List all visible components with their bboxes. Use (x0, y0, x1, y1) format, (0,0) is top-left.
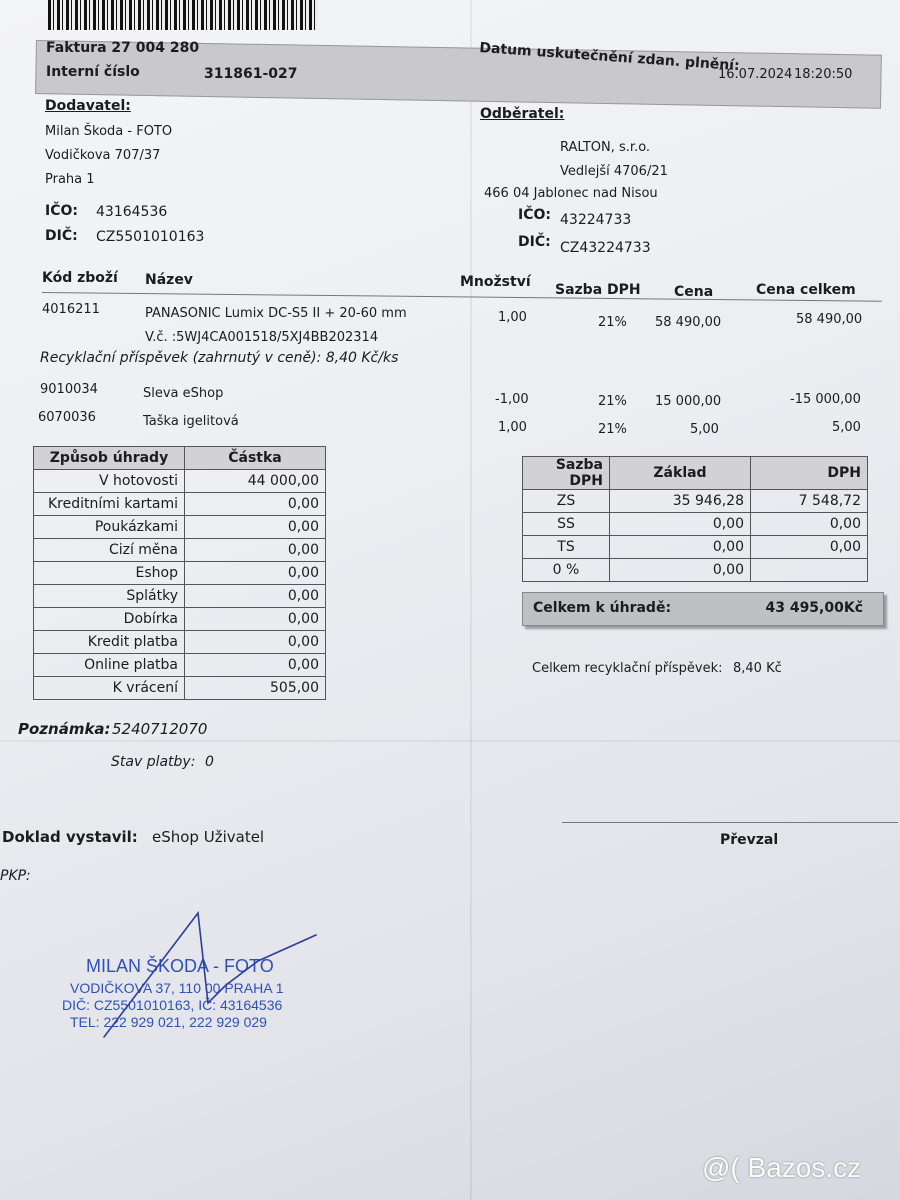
supplier-ico-label: IČO: (45, 203, 78, 219)
handwritten-signature (90, 905, 330, 1045)
signature-line (562, 822, 898, 823)
taxable-time-value: 18:20:50 (794, 67, 853, 82)
item-name: PANASONIC Lumix DC-S5 II + 20-60 mm (145, 306, 407, 321)
item-qty: 1,00 (498, 310, 527, 325)
supplier-ico: 43164536 (96, 204, 168, 220)
internal-number-label: Interní číslo (46, 64, 140, 80)
internal-number-value: 311861-027 (204, 66, 298, 82)
note-value: 5240712070 (112, 720, 208, 738)
col-total: Cena celkem (756, 282, 856, 298)
vat-table (522, 456, 868, 582)
paper-fold-horizontal (0, 740, 900, 742)
item-total: 5,00 (832, 420, 861, 435)
taxable-date-value: 16.07.2024 (718, 67, 793, 82)
recycling-total-value: 8,40 Kč (733, 661, 782, 676)
supplier-heading: Dodavatel: (45, 98, 131, 114)
note-label: Poznámka: (18, 720, 111, 738)
col-name: Název (145, 272, 193, 288)
stamp-line-1: MILAN ŠKODA - FOTO (86, 956, 274, 976)
customer-ico: 43224733 (560, 212, 632, 228)
supplier-street: Vodičkova 707/37 (45, 148, 161, 163)
total-label: Celkem k úhradě: (533, 600, 672, 616)
customer-dic-label: DIČ: (518, 234, 551, 250)
payment-table (33, 446, 326, 700)
item-serial: V.č. :5WJ4CA001518/5XJ4BB202314 (145, 330, 379, 345)
issued-by-value: eShop Uživatel (152, 828, 265, 846)
payment-row: V hotovosti 44 000,00 (34, 470, 326, 493)
payment-row: Kredit platba 0,00 (34, 631, 326, 654)
stamp-line-2: VODIČKOVA 37, 110 00 PRAHA 1 (70, 980, 284, 996)
recycling-note: Recyklační příspěvek (zahrnutý v ceně): 8,40 Kč/ks (40, 350, 399, 366)
customer-name: RALTON, s.r.o. (560, 140, 651, 155)
supplier-city: Praha 1 (45, 172, 95, 187)
item-code: 4016211 (42, 302, 100, 317)
customer-street: Vedlejší 4706/21 (560, 164, 668, 179)
item-vat: 21% (598, 422, 627, 437)
payment-amount-header: Částka (185, 447, 326, 470)
vat-amount-header: DPH (751, 457, 868, 490)
stamp-line-3: DIČ: CZ5501010163, IČ: 43164536 (62, 997, 283, 1013)
col-price: Cena (674, 284, 714, 300)
col-vat: Sazba DPH (555, 282, 641, 298)
item-price: 5,00 (690, 422, 719, 437)
payment-row: Dobírka 0,00 (34, 608, 326, 631)
payment-method-header: Způsob úhrady (34, 447, 185, 470)
item-name: Taška igelitová (143, 414, 239, 429)
item-qty: -1,00 (495, 392, 529, 407)
payment-row: Splátky 0,00 (34, 585, 326, 608)
item-code: 6070036 (38, 410, 96, 425)
bazos-watermark: @( Bazos.cz (702, 1152, 862, 1183)
item-name: Sleva eShop (143, 386, 224, 401)
customer-heading: Odběratel: (480, 106, 565, 122)
vat-row: TS 0,00 0,00 (523, 536, 868, 559)
vat-base-header: Základ (610, 457, 751, 490)
payment-row: Online platba 0,00 (34, 654, 326, 677)
supplier-name: Milan Škoda - FOTO (45, 124, 173, 139)
payment-status-label: Stav platby: (111, 754, 196, 770)
customer-dic: CZ43224733 (560, 240, 651, 256)
item-vat: 21% (598, 315, 627, 330)
payment-row: Eshop 0,00 (34, 562, 326, 585)
total-value: 43 495,00Kč (765, 600, 863, 616)
paper-fold-vertical (470, 0, 472, 1200)
payment-row: Poukázkami 0,00 (34, 516, 326, 539)
vat-row: ZS 35 946,28 7 548,72 (523, 490, 868, 513)
payment-row: K vrácení 505,00 (34, 677, 326, 700)
item-price: 58 490,00 (655, 315, 722, 330)
pkp-label: PKP: (0, 868, 31, 884)
payment-row: Kreditními kartami 0,00 (34, 493, 326, 516)
item-price: 15 000,00 (655, 394, 722, 409)
item-total: 58 490,00 (796, 312, 863, 327)
payment-row: Cizí měna 0,00 (34, 539, 326, 562)
received-label: Převzal (720, 832, 779, 848)
supplier-dic: CZ5501010163 (96, 229, 205, 245)
vat-row: SS 0,00 0,00 (523, 513, 868, 536)
customer-ico-label: IČO: (518, 207, 551, 223)
recycling-total-label: Celkem recyklační příspěvek: (532, 661, 723, 676)
supplier-dic-label: DIČ: (45, 228, 78, 244)
issued-by-label: Doklad vystavil: (2, 828, 138, 846)
payment-status-value: 0 (205, 754, 214, 770)
vat-rate-header: Sazba DPH (523, 457, 610, 490)
total-box (522, 592, 884, 626)
taxable-date-label: Datum uskutečnění zdan. plnění: (478, 40, 741, 75)
invoice-number: Faktura 27 004 280 (46, 40, 200, 56)
customer-city: 466 04 Jablonec nad Nisou (484, 186, 658, 201)
col-qty: Množství (460, 274, 531, 290)
stamp-line-4: TEL: 222 929 021, 222 929 029 (70, 1014, 267, 1030)
col-code: Kód zboží (42, 270, 118, 286)
vat-row: 0 % 0,00 (523, 559, 868, 582)
item-qty: 1,00 (498, 420, 527, 435)
item-code: 9010034 (40, 382, 98, 397)
barcode (48, 0, 318, 30)
item-vat: 21% (598, 394, 627, 409)
item-total: -15 000,00 (790, 392, 861, 407)
